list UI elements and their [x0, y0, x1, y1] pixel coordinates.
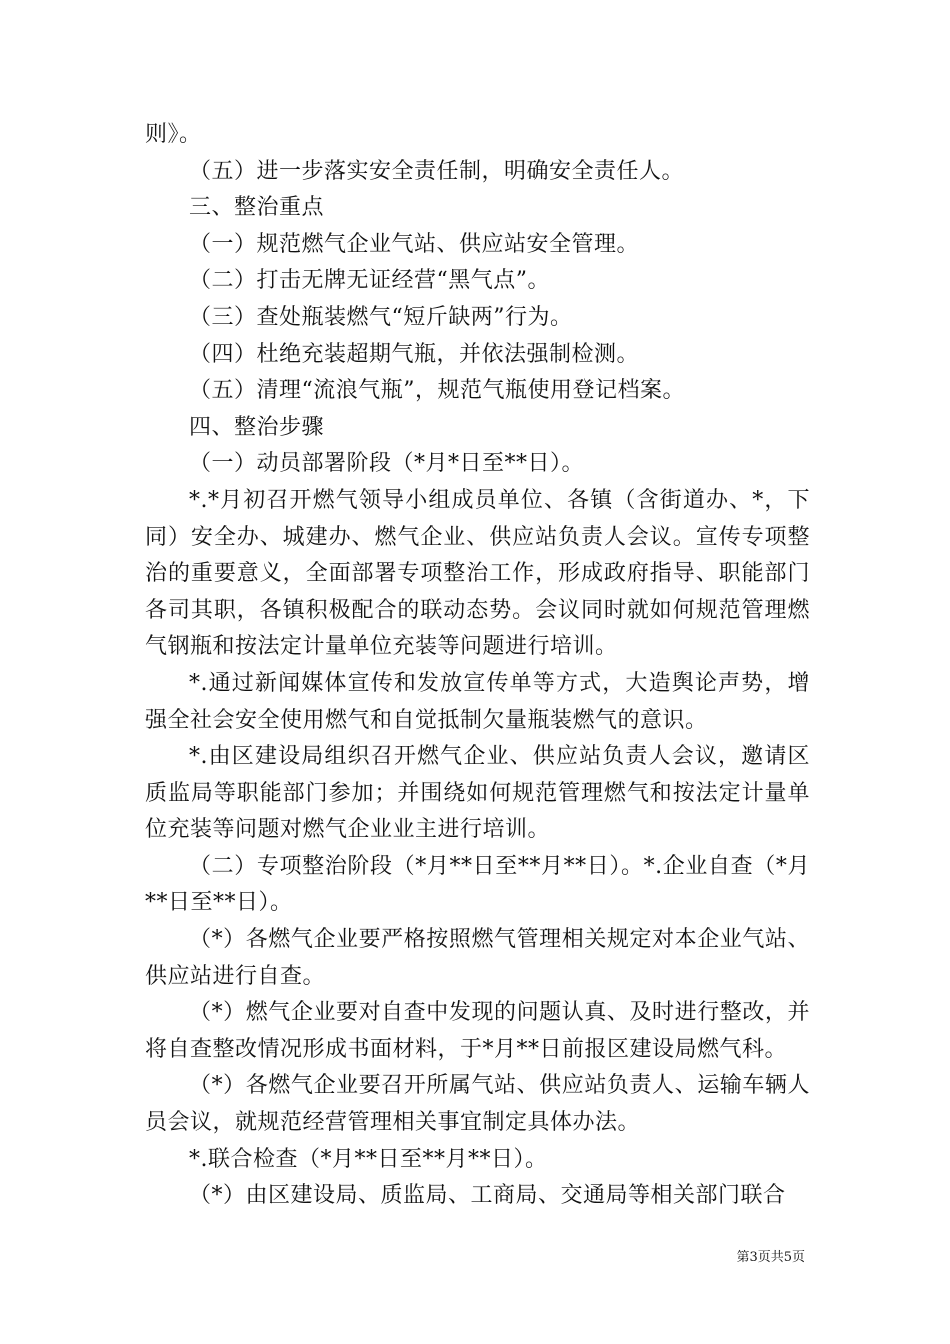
paragraph-item: （一）动员部署阶段（*月*日至**日）。 [189, 451, 585, 477]
paragraph-body: （*）由区建设局、质监局、工商局、交通局等相关部门联合 [189, 1183, 786, 1209]
paragraph-continuation: 则》。 [145, 122, 202, 147]
paragraph-body: （*）各燃气企业要召开所属气站、供应站负责人、运输车辆人员会议，就规范经营管理相关事宜制定具体办法。 [145, 1073, 810, 1136]
document-body [145, 117, 810, 1215]
paragraph-body: *.通过新闻媒体宣传和发放宣传单等方式，大造舆论声势，增强全社会安全使用燃气和自觉抵制欠量瓶装燃气的意识。 [145, 670, 810, 733]
paragraph-body: （*）各燃气企业要严格按照燃气管理相关规定对本企业气站、供应站进行自查。 [145, 927, 810, 989]
paragraph-body: （*）燃气企业要对自查中发现的问题认真、及时进行整改，并将自查整改情况形成书面材料，于*月**日前报区建设局燃气科。 [145, 1000, 810, 1062]
section-heading: 四、整治步骤 [189, 414, 325, 440]
paragraph-item: （三）查处瓶装燃气“短斤缺两”行为。 [189, 304, 573, 330]
paragraph-body: *.*月初召开燃气领导小组成员单位、各镇（含街道办、*，下同）安全办、城建办、燃气企业、供应站负责人会议。宣传专项整治的重要意义，全面部署专项整治工作，形成政府指导、职能部门各司其职，各镇积极配合的联动态势。会议同时就如何规范管理燃气钢瓶和按法定计量单位充装等问题进行培训。 [145, 487, 810, 660]
page-number: 第3页共5页 [736, 1250, 805, 1265]
paragraph-item: （四）杜绝充装超期气瓶，并依法强制检测。 [189, 341, 640, 367]
paragraph-item: （五）清理“流浪气瓶”，规范气瓶使用登记档案。 [189, 378, 685, 404]
paragraph-item: （二）打击无牌无证经营“黑气点”。 [189, 268, 550, 294]
paragraph-item: （一）规范燃气企业气站、供应站安全管理。 [189, 231, 640, 257]
paragraph-item: *.联合检查（*月**日至**月**日）。 [189, 1146, 548, 1172]
section-heading: 三、整治重点 [189, 195, 325, 221]
paragraph-item: （五）进一步落实安全责任制，明确安全责任人。 [189, 158, 685, 184]
paragraph-body: （二）专项整治阶段（*月**日至**月**日）。*.企业自查（*月**日至**日）。 [145, 853, 810, 916]
paragraph-body: *.由区建设局组织召开燃气企业、供应站负责人会议，邀请区质监局等职能部门参加；并围绕如何规范管理燃气和按法定计量单位充装等问题对燃气企业业主进行培训。 [145, 744, 810, 843]
